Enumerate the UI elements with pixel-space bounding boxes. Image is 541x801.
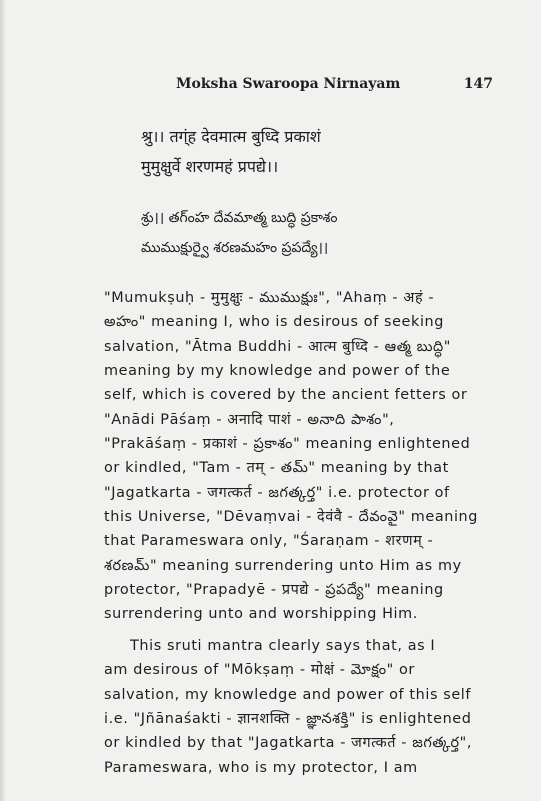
text-line: meaning by my knowledge and power of the (104, 363, 451, 380)
paragraph-2 (104, 634, 496, 780)
running-title: Moksha Swaroopa Nirnayam (176, 76, 401, 92)
text-line: that Parameswara only, "Śaraṇam - शरणम् - (104, 533, 434, 550)
text-line: అహం" meaning I, who is desirous of seeking (104, 314, 444, 331)
text-line: "Anādi Pāśaṃ - अनादि पाशं - అనాది పాశం", (104, 411, 395, 428)
verse-line: श्रु।। तग्ंह देवमात्म बुध्दि प्रकाशं (141, 127, 321, 146)
text-line: or kindled by that "Jagatkarta - जगत्कर्त - జగత్కర్త", (104, 735, 473, 752)
verse-line: मुमुक्षुर्वे शरणमहं प्रपद्ये।। (141, 157, 279, 176)
text-line: శరణమ్" meaning surrendering unto Him as my (104, 557, 462, 574)
text-line: Parameswara, who is my protector, I am (104, 759, 418, 776)
text-line: salvation, my knowledge and power of this self (104, 686, 472, 703)
verse-line: శ్రు।। తగ్ంహ దేవమాత్మ బుద్ధి ప్రకాశం (141, 210, 338, 226)
text-line: this Universe, "Dēvaṃvai - देवंवै - దేవంవై" meaning (104, 509, 479, 526)
text-line: i.e. "Jñānaśakti - ज्ञानशक्ति - జ్ఞానశక్తి" is enlightened (104, 711, 472, 728)
text-line: salvation, "Ātma Buddhi - आत्म बुध्दि - ఆత్మ బుద్ధి" (104, 338, 452, 355)
text-line: surrendering unto and worshipping Him. (104, 606, 418, 623)
page-edge (0, 0, 6, 801)
text-line: self, which is covered by the ancient fetters or (104, 387, 468, 404)
page-header (176, 76, 493, 92)
text-line: "Jagatkarta - जगत्कर्त - జగత్కర్త" i.e. protector of (104, 484, 450, 501)
text-line: "Prakāśaṃ - प्रकाशं - ప్రకాశం" meaning enlightened (104, 436, 471, 453)
page-number: 147 (463, 76, 493, 92)
text-line: "Mumukṣuḥ - मुमुक्षुः - ముముక్షుః", "Ahaṃ - अहं - (104, 290, 435, 306)
text-line: This sruti mantra clearly says that, as I (130, 638, 436, 654)
text-line: protector, "Prapadyē - प्रपद्ये - ప్రపద్యే" meaning (104, 582, 444, 599)
verse-devanagari (141, 122, 321, 182)
text-line: or kindled, "Tam - तम् - తమ్" meaning by that (104, 460, 449, 477)
verse-line: ముముక్షుర్వై శరణమహం ప్రపద్యే।। (141, 240, 329, 256)
text-line: am desirous of "Mōkṣaṃ - मोक्षं - మోక్షం" or (104, 662, 415, 679)
paragraph-1 (104, 286, 496, 627)
verse-telugu (141, 203, 338, 263)
